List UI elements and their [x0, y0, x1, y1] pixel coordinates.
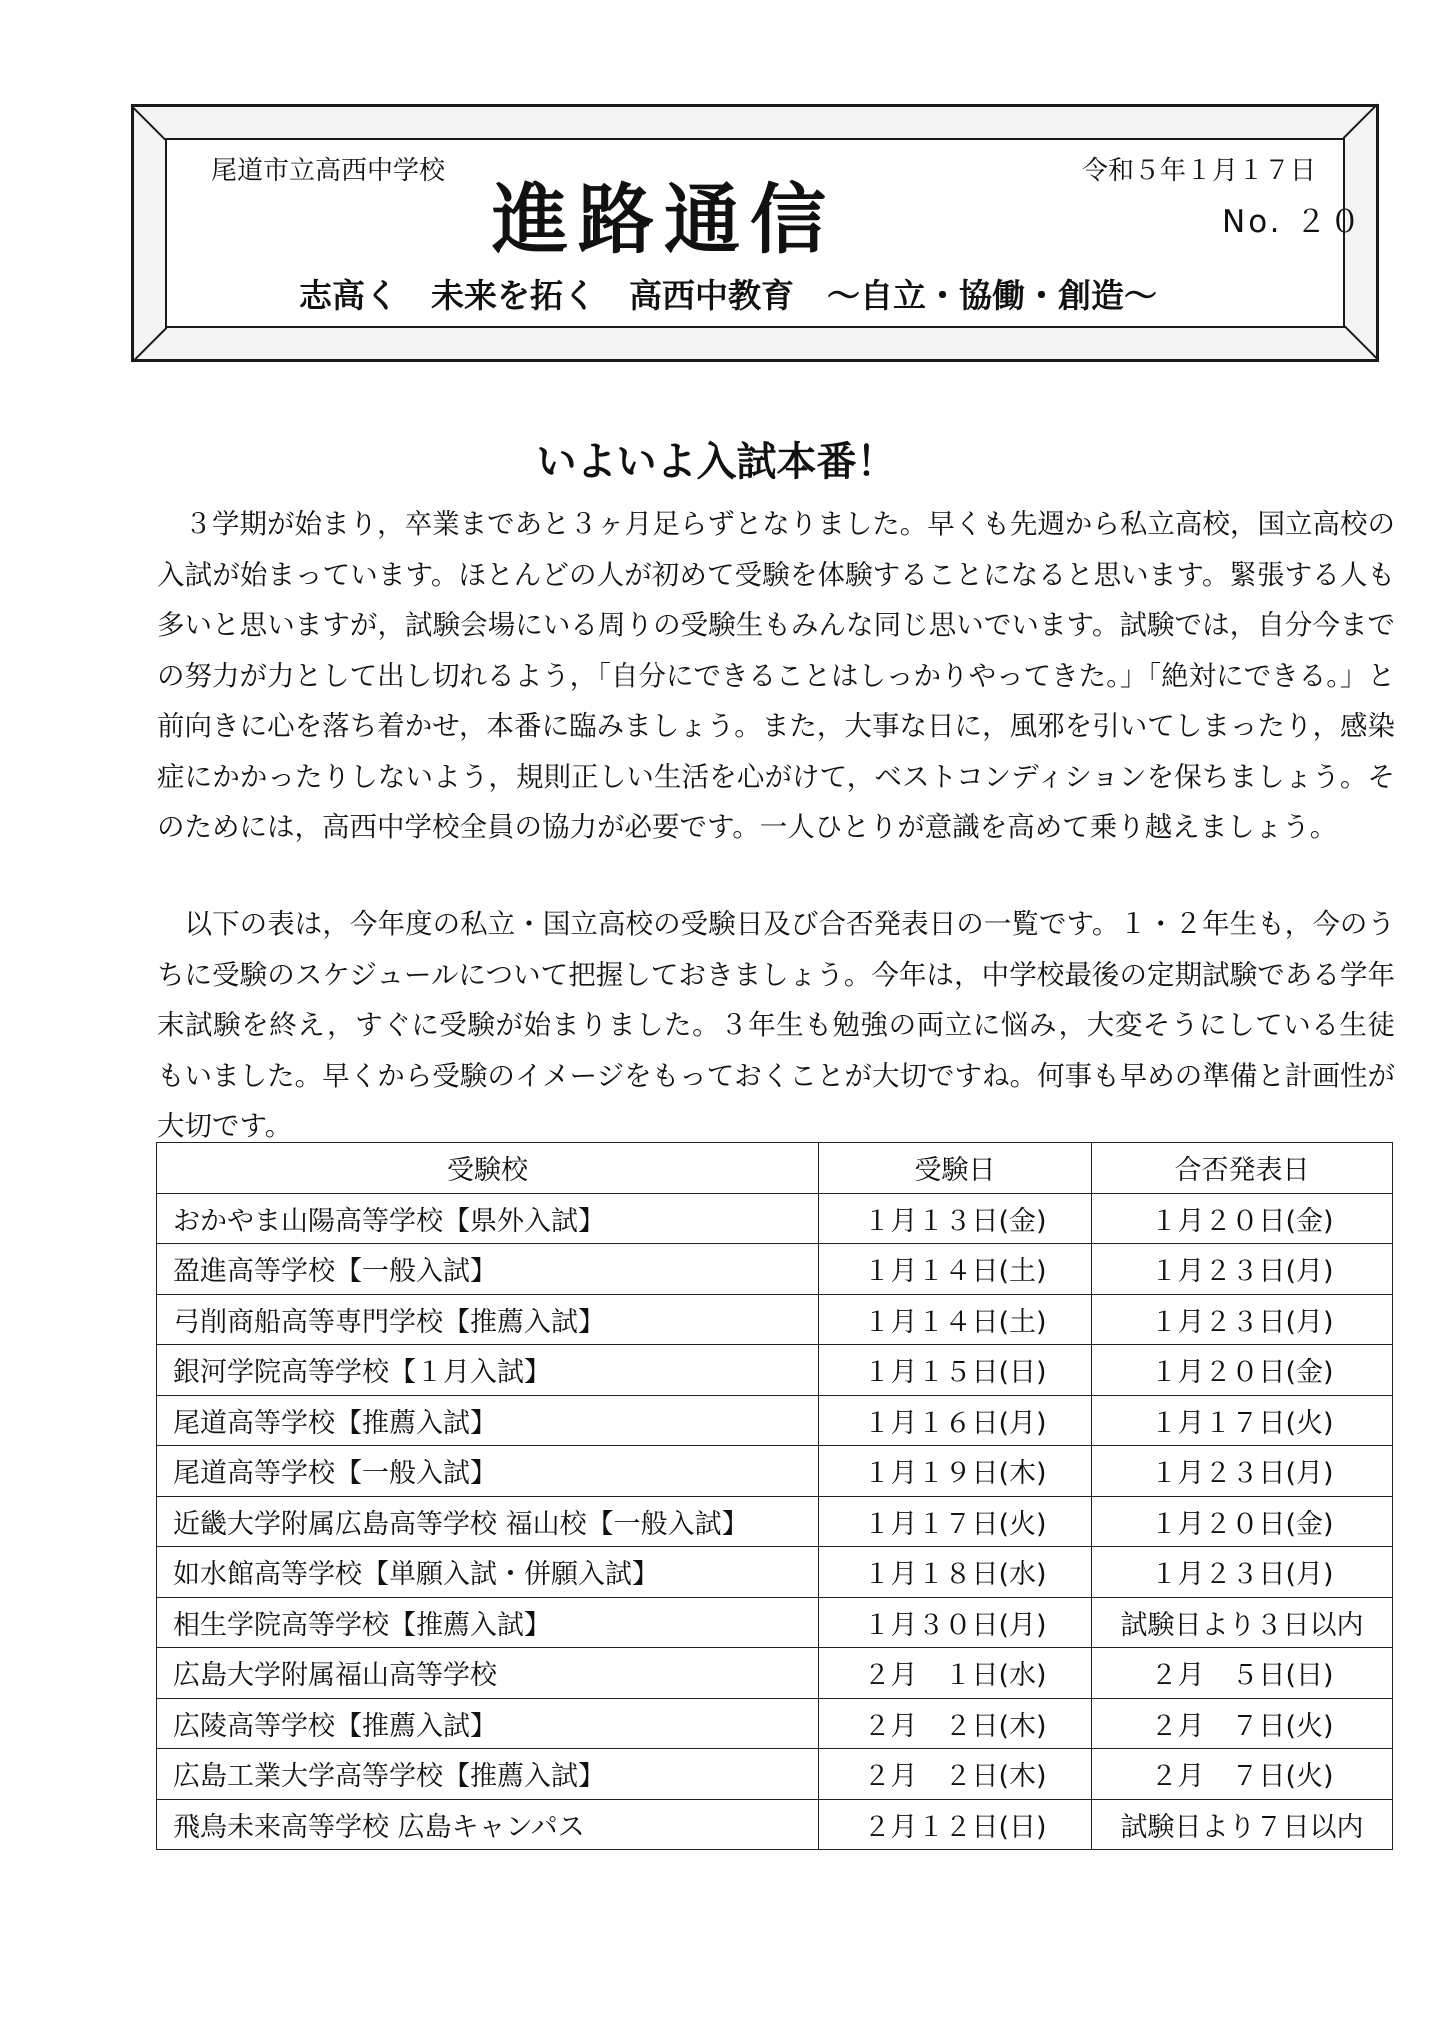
school-cell: 弓削商船高等専門学校【推薦入試】: [157, 1294, 819, 1345]
school-cell: 相生学院高等学校【推薦入試】: [157, 1597, 819, 1648]
exam-date-cell: １月１４日(土): [819, 1244, 1092, 1295]
result-date-cell: １月２３日(月): [1092, 1446, 1393, 1497]
article-headline: いよいよ入試本番！: [536, 439, 897, 485]
table-header-row: [157, 1143, 1393, 1194]
school-cell: 尾道高等学校【推薦入試】: [157, 1395, 819, 1446]
table-row: [157, 1294, 1393, 1345]
table-row: [157, 1395, 1393, 1446]
exam-date-cell: １月１９日(木): [819, 1446, 1092, 1497]
exam-date-cell: １月１４日(土): [819, 1294, 1092, 1345]
newsletter-title: 進路通信: [492, 175, 836, 264]
result-date-cell: 試験日より３日以内: [1092, 1597, 1393, 1648]
result-date-cell: １月１７日(火): [1092, 1395, 1393, 1446]
exam-schedule-table: [156, 1142, 1393, 1850]
table-row: [157, 1749, 1393, 1800]
school-cell: 広陵高等学校【推薦入試】: [157, 1698, 819, 1749]
school-motto: 志高く 未来を拓く 高西中教育 ～自立・協働・創造～: [299, 276, 1157, 315]
exam-date-cell: １月３０日(月): [819, 1597, 1092, 1648]
school-cell: 広島工業大学高等学校【推薦入試】: [157, 1749, 819, 1800]
result-date-cell: １月２３日(月): [1092, 1547, 1393, 1598]
school-cell: 広島大学附属福山高等学校: [157, 1648, 819, 1699]
school-cell: 銀河学院高等学校【１月入試】: [157, 1345, 819, 1396]
result-date-cell: １月２３日(月): [1092, 1294, 1393, 1345]
exam-date-cell: １月１６日(月): [819, 1395, 1092, 1446]
school-cell: 盈進高等学校【一般入試】: [157, 1244, 819, 1295]
result-date-cell: １月２０日(金): [1092, 1496, 1393, 1547]
exam-date-cell: ２月 ２日(木): [819, 1749, 1092, 1800]
school-cell: 近畿大学附属広島高等学校 福山校【一般入試】: [157, 1496, 819, 1547]
school-cell: 尾道高等学校【一般入試】: [157, 1446, 819, 1497]
exam-date-cell: １月１５日(日): [819, 1345, 1092, 1396]
table-row: [157, 1648, 1393, 1699]
header-result-date: 合否発表日: [1092, 1143, 1393, 1194]
header-school: 受験校: [157, 1143, 819, 1194]
school-cell: 如水館高等学校【単願入試・併願入試】: [157, 1547, 819, 1598]
table-row: [157, 1446, 1393, 1497]
school-name: 尾道市立高西中学校: [211, 156, 446, 186]
result-date-cell: ２月 ７日(火): [1092, 1698, 1393, 1749]
table-row: [157, 1547, 1393, 1598]
table-row: [157, 1345, 1393, 1396]
school-cell: おかやま山陽高等学校【県外入試】: [157, 1193, 819, 1244]
school-cell: 飛鳥未来高等学校 広島キャンパス: [157, 1799, 819, 1850]
table-row: [157, 1799, 1393, 1850]
table-row: [157, 1496, 1393, 1547]
exam-date-cell: １月１３日(金): [819, 1193, 1092, 1244]
article-paragraph-2: 以下の表は，今年度の私立・国立高校の受験日及び合否発表日の一覧です。１・２年生も，今のうちに受験のスケジュールについて把握しておきましょう。今年は，中学校最後の定期試験である学年末試験を終え，すぐに受験が始まりました。３年生も勉強の両立に悩み，大変そうにしている生徒もいました。早くから受験のイメージをもっておくことが大切ですね。何事も早めの準備と計画性が大切です。: [157, 908, 1395, 1142]
exam-date-cell: ２月１２日(日): [819, 1799, 1092, 1850]
result-date-cell: ２月 ７日(火): [1092, 1749, 1393, 1800]
issue-date: 令和５年１月１７日: [1082, 156, 1317, 186]
result-date-cell: 試験日より７日以内: [1092, 1799, 1393, 1850]
result-date-cell: １月２０日(金): [1092, 1193, 1393, 1244]
result-date-cell: ２月 ５日(日): [1092, 1648, 1393, 1699]
exam-date-cell: １月１７日(火): [819, 1496, 1092, 1547]
issue-number: No. ２０: [1222, 204, 1364, 240]
result-date-cell: １月２３日(月): [1092, 1244, 1393, 1295]
table-row: [157, 1698, 1393, 1749]
header-exam-date: 受験日: [819, 1143, 1092, 1194]
result-date-cell: １月２０日(金): [1092, 1345, 1393, 1396]
exam-date-cell: ２月 ２日(木): [819, 1698, 1092, 1749]
table-row: [157, 1244, 1393, 1295]
table-row: [157, 1193, 1393, 1244]
table-row: [157, 1597, 1393, 1648]
article-paragraph-1: ３学期が始まり，卒業まであと３ヶ月足らずとなりました。早くも先週から私立高校，国立高校の入試が始まっています。ほとんどの人が初めて受験を体験することになると思います。緊張する人も多いと思いますが，試験会場にいる周りの受験生もみんな同じ思いでいます。試験では，自分今までの努力が力として出し切れるよう，「自分にできることはしっかりやってきた。」「絶対にできる。」と前向きに心を落ち着かせ，本番に臨みましょう。また，大事な日に，風邪を引いてしまったり，感染症にかかったりしないよう，規則正しい生活を心がけて，ベストコンディションを保ちましょう。そのためには，高西中学校全員の協力が必要です。一人ひとりが意識を高めて乗り越えましょう。: [157, 508, 1395, 843]
exam-date-cell: １月１８日(水): [819, 1547, 1092, 1598]
exam-date-cell: ２月 １日(水): [819, 1648, 1092, 1699]
